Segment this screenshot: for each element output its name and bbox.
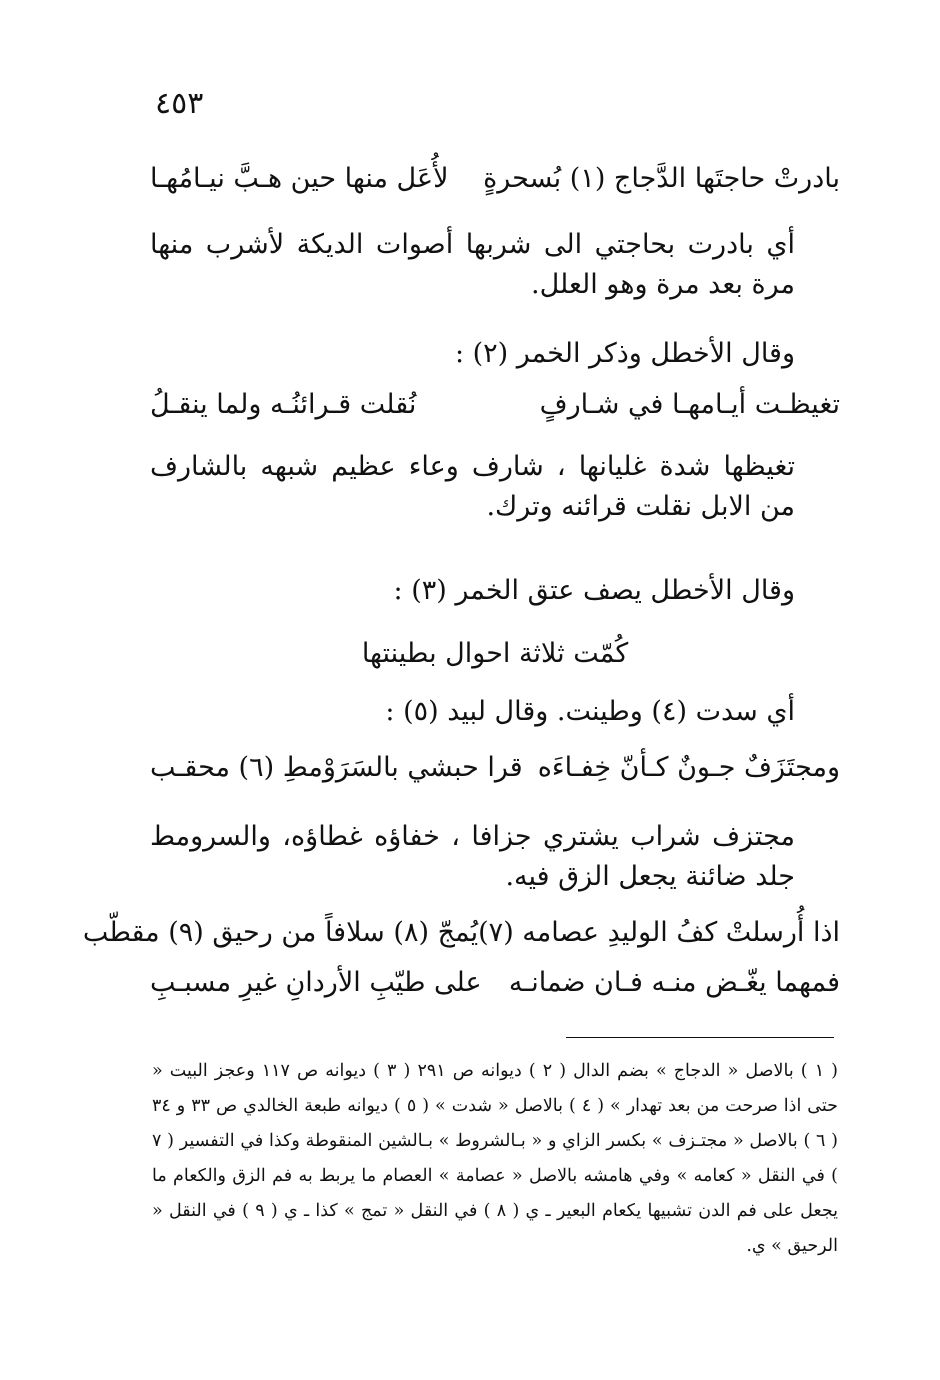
verse-5 <box>150 963 840 1003</box>
verse-5-first-hemistich: فمهما يغّـض منـه فـان ضمانـه <box>508 967 840 998</box>
intro-line-3: وقال الأخطل يصف عتق الخمر (٣) : <box>393 575 795 606</box>
verse-3 <box>150 748 840 788</box>
footnotes: ( ١ ) بالاصل « الدجاج » بضم الدال ( ٢ ) ديوانه ص ٢٩١ ( ٣ ) ديوانه ص ١١٧ وعجز البيت « حتى اذا صرحت من بعد تهدار » ( ٤ ) بالاصل « شدت » ( ٥ ) ديوانه طبعة الخالدي ص ٣٣ و ٣٤ ( ٦ ) بالاصل « مجتـزف » بكسر الزاي و « بـالشروط » بـالشين المنقوطة وكذا في التفسير ( ٧ ) في النقل « كعامه » وفي هامشه بالاصل « عصامة » العصام ما يربط به فم الزق والكعام ما يجعل على فم الدن تشبيها يكعام البعير ـ ي ( ٨ ) في النقل « تمج » كذا ـ ي ( ٩ ) في النقل « الرحيق » ي. <box>152 1061 838 1256</box>
verse-5-second-hemistich: على طيّبِ الأردانِ غيرِ مسبـبِ <box>150 967 482 998</box>
verse-4-first-hemistich: اذا أُرسلتْ كفُ الوليدِ عصامه (٧) <box>478 917 840 948</box>
footnote-divider <box>566 1037 834 1038</box>
verse-1 <box>150 159 840 199</box>
verse-1-second-hemistich: لأُعَل منها حين هـبَّ نيـامُهـا <box>150 163 449 194</box>
intro-line-4: أي سدت (٤) وطينت. وقال لبيد (٥) : <box>385 696 795 727</box>
page-number: ٤٥٣ <box>155 86 204 121</box>
paragraph-1: أي بادرت بحاجتي الى شربها أصوات الديكة لأشرب منها مرة بعد مرة وهو العلل. <box>150 229 795 300</box>
verse-3-first-hemistich: ومجتَزَفٌ جـونٌ كـأنّ خِفـاءَه <box>537 752 840 783</box>
half-verse: كُمّت ثلاثة احوال بطينتها <box>361 638 629 669</box>
verse-2-second-hemistich: نُقلت قـرائنُـه ولما ينقـلُ <box>150 389 417 420</box>
intro-line-2: وقال الأخطل وذكر الخمر (٢) : <box>454 338 795 369</box>
paragraph-3: مجتزف شراب يشتري جزافا ، خفاؤه غطاؤه، والسرومط جلد ضائنة يجعل الزق فيه. <box>150 821 795 892</box>
verse-3-second-hemistich: قرا حبشي بالسَرَوْمطِ (٦) محقـب <box>150 752 523 783</box>
verse-1-first-hemistich: بادرتْ حاجتَها الدَّجاج (١) بُسحرةٍ <box>483 163 840 194</box>
verse-2-first-hemistich: تغيظـت أيـامهـا في شـارفٍ <box>539 389 840 420</box>
paragraph-2: تغيظها شدة غليانها ، شارف وعاء عظيم شبهه بالشارف من الابل نقلت قرائنه وترك. <box>150 451 795 522</box>
verse-2 <box>150 385 840 425</box>
verse-4-second-hemistich: يُمجّ (٨) سلافاً من رحيق (٩) مقطّب <box>82 917 479 948</box>
verse-4 <box>82 913 840 953</box>
